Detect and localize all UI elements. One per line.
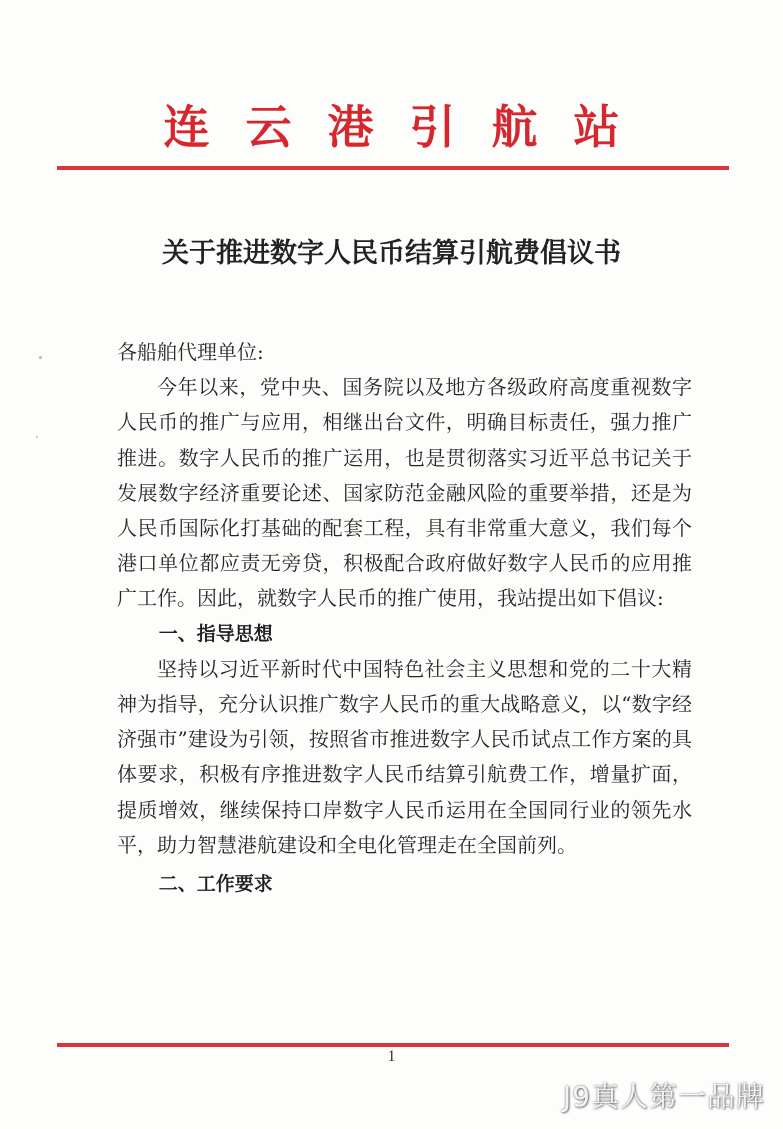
page-number: 1 bbox=[387, 1048, 396, 1065]
section-heading-guiding-ideology: 一、指导思想 bbox=[158, 622, 273, 645]
salutation: 各船舶代理单位: bbox=[117, 340, 264, 364]
footer-red-rule bbox=[57, 1043, 729, 1047]
scan-speck bbox=[36, 436, 38, 438]
watermark-text: J9真人第一品牌 bbox=[562, 1080, 765, 1113]
document-body bbox=[117, 335, 692, 902]
document-title: 关于推进数字人民币结算引航费倡议书 bbox=[162, 238, 621, 269]
letterhead-red-rule bbox=[57, 166, 729, 170]
intro-paragraph: 今年以来，党中央、国务院以及地方各级政府高度重视数字人民币的推广与应用，相继出台文件，明确目标责任，强力推广推进。数字人民币的推广运用，也是贯彻落实习近平总书记关于发展数字经济重要论述、国家防范金融风险的重要举措，还是为人民币国际化打基础的配套工程，具有非常重大意义，我们每个港口单位都应责无旁贷，积极配合政府做好数字人民币的应用推广工作。因此，就数字人民币的推广使用，我站提出如下倡议: bbox=[117, 375, 692, 611]
section-heading-work-requirements: 二、工作要求 bbox=[158, 873, 273, 896]
section-paragraph-guiding-ideology: 坚持以习近平新时代中国特色社会主义思想和党的二十大精神为指导，充分认识推广数字人民币的重大战略意义，以“数字经济强市”建设为引领，按照省市推进数字人民币试点工作方案的具体要求，积极有序推进数字人民币结算引航费工作，增量扩面，提质增效，继续保持口岸数字人民币运用在全国同行业的领先水平，助力智慧港航建设和全电化管理走在全国前列。 bbox=[117, 656, 692, 857]
scan-speck bbox=[39, 356, 42, 359]
letterhead-title: 连云港引航站 bbox=[163, 100, 656, 154]
